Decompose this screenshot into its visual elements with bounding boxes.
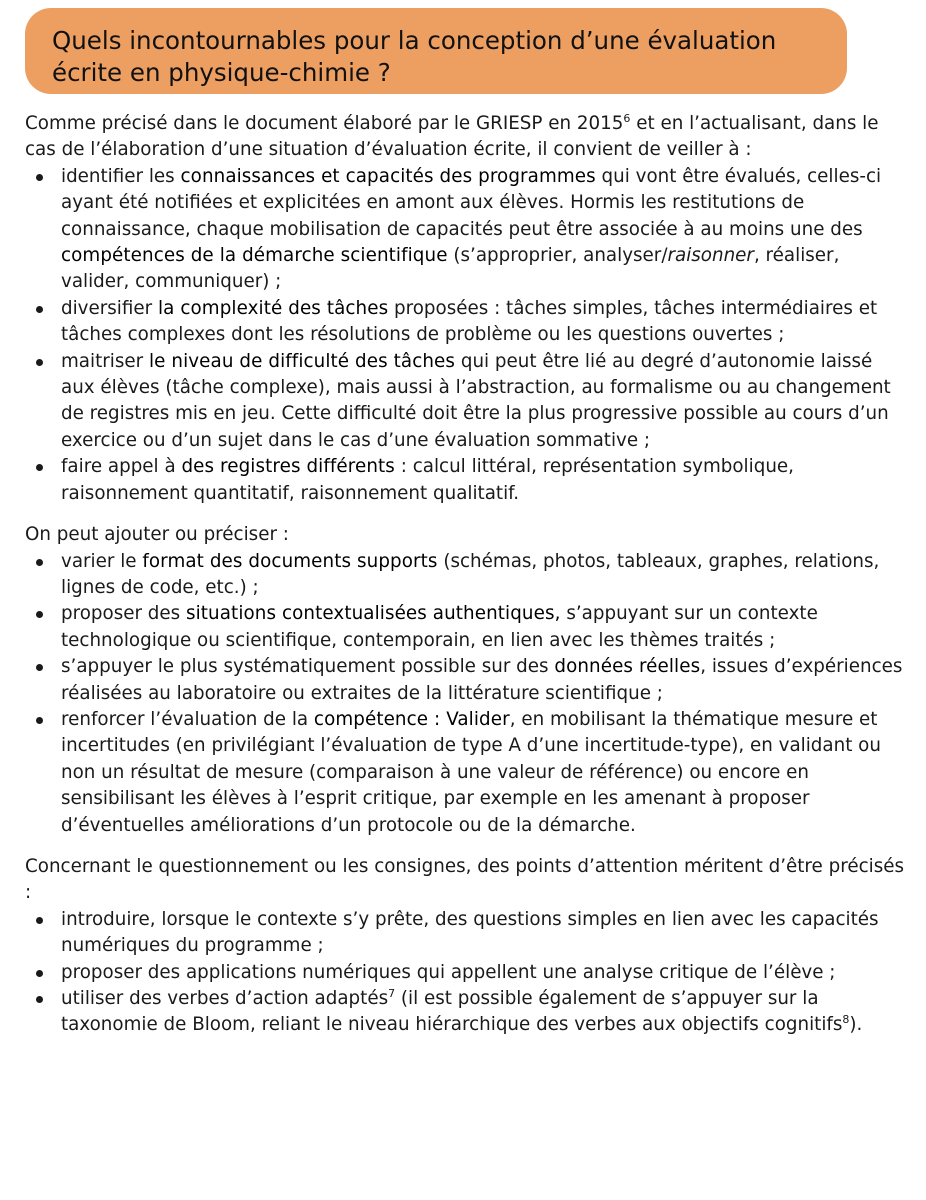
item-text: (s’approprier, analyser/ — [447, 245, 668, 267]
italic-term: raisonner — [667, 245, 754, 267]
section1-list — [25, 164, 905, 507]
item-text: renforcer l’évaluation de la — [61, 708, 314, 730]
key-term: situations contextualisées authentiques, — [185, 603, 561, 625]
section1-intro — [25, 111, 905, 164]
intro-text: Comme précisé dans le document élaboré par le GRIESP en 2015 — [25, 113, 624, 134]
item-text: utiliser des verbes d’action adaptés — [61, 988, 389, 1009]
list-item — [25, 654, 905, 707]
intro-text: et en l’actualisant, dans le cas de l’élaboration d’une situation d’évaluation écrite, il convient de veiller à : — [25, 113, 879, 161]
item-text: qui peut être lié au degré d’autonomie laissé aux élèves (tâche complexe), mais aussi à l’abstraction, au formalisme ou au changement de registres mis en jeu. Cette difficulté doit être la plus progressive possible au cours d’un exercice ou d’un sujet dans le cas d’une évaluation sommative ; — [61, 350, 891, 451]
item-text: (schémas, photos, tableaux, graphes, relations, lignes de code, etc.) ; — [61, 550, 880, 598]
key-term: compétence : Valider — [313, 708, 510, 730]
list-item — [25, 549, 905, 602]
section2-list — [25, 549, 905, 839]
item-text: (il est possible également de s’appuyer sur la taxonomie de Bloom, reliant le niveau hiérarchique des verbes aux objectifs cognitifs — [61, 988, 843, 1036]
section3-intro: Concernant le questionnement ou les consignes, des points d’attention méritent d’être précisés : — [25, 855, 904, 904]
footnote-ref-6[interactable]: 6 — [623, 112, 631, 125]
item-text: , en mobilisant la thématique mesure et incertitudes (en privilégiant l’évaluation de type A d’une incertitude-type), en validant ou non un résultat de mesure (comparaison à une valeur de référence) ou encore en sensibilisant les élèves à l’esprit critique, par exemple en les amenant à proposer d’éventuelles améliorations d’un protocole ou de la démarche. — [61, 708, 881, 836]
item-text: proposer des — [61, 603, 186, 625]
list-item — [25, 296, 905, 349]
section-spacer — [25, 839, 905, 854]
item-text: proposées : tâches simples, tâches intermédiaires et tâches complexes dont les résolutions de problème ou les questions ouvertes ; — [61, 297, 878, 346]
item-text: diversifier — [61, 297, 158, 319]
footnote-ref-8[interactable]: 8 — [842, 1013, 850, 1027]
item-text: ). — [849, 1014, 863, 1036]
list-item — [25, 454, 905, 507]
list-item — [25, 960, 905, 986]
list-item — [25, 986, 905, 1039]
item-text: qui vont être évalués, celles-ci ayant été notifiées et explicitées en amont aux élèves. Hormis les restitutions de connaissance, chaque mobilisation de capacités peut être associée à au moins une des — [61, 165, 882, 240]
item-text: : calcul littéral, représentation symbolique, raisonnement quantitatif, raisonnement qualitatif. — [61, 456, 794, 504]
list-item — [25, 707, 905, 839]
key-term: format des documents supports — [142, 550, 438, 572]
section3-list — [25, 907, 905, 1039]
list-item — [25, 164, 905, 296]
section-spacer — [25, 507, 905, 522]
page-title: Quels incontournables pour la conception d’une évaluation écrite en physique-chimie ? — [52, 26, 777, 87]
list-item — [25, 601, 905, 654]
item-text: s’appuyant sur un contexte technologique ou scientifique, contemporain, en lien avec les thèmes traités ; — [61, 603, 818, 651]
key-term: des registres différents — [181, 456, 395, 478]
item-text: varier le — [61, 550, 143, 572]
item-text: proposer des applications numériques qui appellent une analyse critique de l’élève ; — [61, 961, 836, 983]
item-text: maitriser — [61, 350, 149, 372]
item-text: introduire, lorsque le contexte s’y prête, des questions simples en lien avec les capacités numériques du programme ; — [61, 908, 879, 957]
document-body — [25, 111, 905, 1039]
section-header-banner — [25, 8, 847, 94]
item-text: , issues d’expériences réalisées au laboratoire ou extraites de la littérature scientifique ; — [61, 656, 903, 704]
item-text: s’appuyer le plus systématiquement possible sur des — [61, 656, 555, 678]
key-term: compétences de la démarche scientifique — [61, 245, 448, 267]
section2-intro: On peut ajouter ou préciser : — [25, 524, 289, 546]
key-term: la complexité des tâches — [157, 297, 389, 319]
item-text: identifier les — [61, 165, 181, 187]
list-item — [25, 907, 905, 960]
item-text: , réaliser, valider, communiquer) ; — [61, 245, 840, 293]
item-text: faire appel à — [61, 456, 182, 478]
key-term: connaissances et capacités des programmes — [180, 165, 596, 187]
key-term: données réelles — [554, 656, 701, 678]
key-term: le niveau de difficulté des tâches — [148, 350, 456, 372]
list-item — [25, 349, 905, 455]
footnote-ref-7[interactable]: 7 — [388, 987, 396, 1000]
